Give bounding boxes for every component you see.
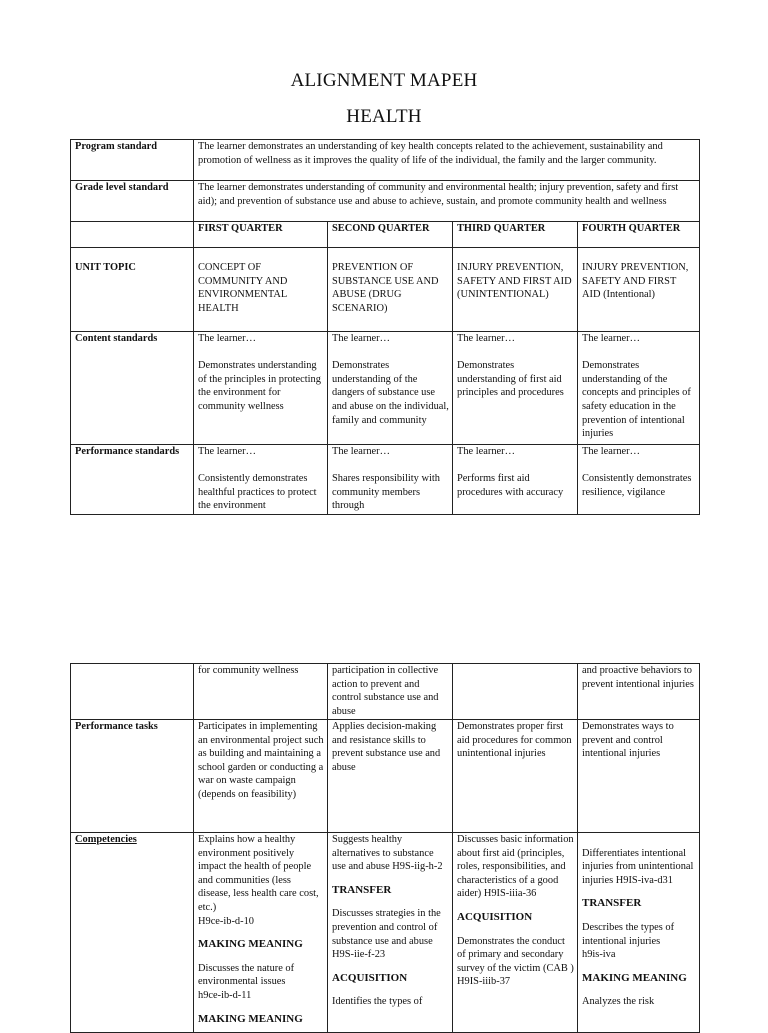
alignment-table-part-1 — [70, 139, 700, 515]
performance-standards-continuation-row — [71, 664, 700, 720]
competencies-col-4: Differentiates intentional injuries from unintentional injuries H9IS-iva-d31 TRANSFER Describes the types of intentional injuries h9is-iva MAKING MEANING Analyzes the risk — [582, 847, 694, 1008]
performance-standard-1-cont: for community wellness — [198, 665, 299, 676]
grade-level-standard-label: Grade level standard — [75, 182, 169, 193]
unit-topic-4: INJURY PREVENTION, SAFETY AND FIRST AID (Intentional) — [582, 262, 689, 301]
quarter-header-4: FOURTH QUARTER — [582, 223, 681, 234]
unit-topic-3: INJURY PREVENTION, SAFETY AND FIRST AID (UNINTENTIONAL) — [457, 262, 572, 301]
performance-standard-4-cont: and proactive behaviors to prevent intentional injuries — [582, 665, 694, 690]
unit-topic-2: PREVENTION OF SUBSTANCE USE AND ABUSE (DRUG SCENARIO) — [332, 262, 439, 314]
performance-task-2: Applies decision-making and resistance skills to prevent substance use and abuse — [332, 721, 441, 773]
quarter-header-1: FIRST QUARTER — [198, 223, 283, 234]
competencies-row — [71, 833, 700, 1033]
quarters-header-row — [71, 222, 700, 248]
performance-standard-1: The learner… Consistently demonstrates healthful practices to protect the environment — [198, 446, 317, 512]
content-standard-1: The learner… Demonstrates understanding of the principles in protecting the environment for community wellness — [198, 333, 321, 412]
content-standards-row — [71, 332, 700, 445]
performance-standard-4: The learner… Consistently demonstrates resilience, vigilance — [582, 446, 692, 498]
content-standard-3: The learner… Demonstrates understanding of first aid principles and procedures — [457, 333, 564, 399]
content-standard-2: The learner… Demonstrates understanding of the dangers of substance use and abuse on the individual, family and community — [332, 333, 449, 426]
grade-level-standard-row — [71, 181, 700, 222]
competencies-col-2: Suggests healthy alternatives to substance use and abuse H9S-iig-h-2 TRANSFER Discusses strategies in the prevention and control of substance use and abuse H9S-iie-f-23 ACQUISITION Identifies the types of — [332, 834, 443, 1008]
document-title: ALIGNMENT MAPEH — [290, 70, 478, 91]
document-subtitle: HEALTH — [346, 106, 422, 127]
quarter-header-3: THIRD QUARTER — [457, 223, 546, 234]
performance-task-3: Demonstrates proper first aid procedures for common unintentional injuries — [457, 721, 572, 760]
quarter-header-2: SECOND QUARTER — [332, 223, 430, 234]
performance-standards-row — [71, 445, 700, 515]
performance-task-1: Participates in implementing an environmental project such as building and maintaining a school garden or conducting a war on waste campaign (depends on feasibility) — [198, 721, 324, 800]
program-standard-text: The learner demonstrates an understanding of key health concepts related to the achievement, sustainability and promotion of wellness as it improves the quality of life of the individual, the family and the larger community. — [198, 141, 663, 166]
performance-tasks-label: Performance tasks — [75, 721, 158, 732]
content-standard-4: The learner… Demonstrates understanding of the concepts and principles of safety education in the prevention of intentional injuries — [582, 333, 691, 440]
performance-standard-3: The learner… Performs first aid procedures with accuracy — [457, 446, 564, 498]
competencies-label: Competencies — [75, 834, 137, 845]
program-standard-label: Program standard — [75, 141, 158, 152]
unit-topic-row — [71, 248, 700, 332]
alignment-table-part-2 — [70, 663, 700, 1033]
unit-topic-label: UNIT TOPIC — [75, 262, 136, 273]
performance-standards-label: Performance standards — [75, 446, 180, 457]
performance-tasks-row — [71, 720, 700, 833]
competencies-col-3: Discusses basic information about first aid (principles, roles, responsibilities, and characteristics of a good aider) H9IS-iiia-36 ACQUISITION Demonstrates the conduct of primary and secondary survey of the victim (CAB ) H9IS-iiib-37 — [457, 834, 574, 988]
competencies-col-1: Explains how a healthy environment positively impact the health of people and communities (less disease, less health care cost, etc.) H9ce-ib-d-10 MAKING MEANING Discusses the nature of environmental issues h9ce-ib-d-11 MAKING MEANING — [198, 834, 319, 1023]
performance-standard-2: The learner… Shares responsibility with community members through — [332, 446, 440, 512]
performance-task-4: Demonstrates ways to prevent and control intentional injuries — [582, 721, 674, 760]
content-standards-label: Content standards — [75, 333, 158, 344]
grade-level-standard-text: The learner demonstrates understanding of community and environmental health; injury prevention, safety and first aid); and prevention of substance use and abuse to achieve, sustain, and promote community health and wellness — [198, 182, 679, 207]
performance-standard-2-cont: participation in collective action to prevent and control substance use and abuse — [332, 665, 439, 717]
program-standard-row — [71, 140, 700, 181]
unit-topic-1: CONCEPT OF COMMUNITY AND ENVIRONMENTAL HEALTH — [198, 262, 288, 314]
